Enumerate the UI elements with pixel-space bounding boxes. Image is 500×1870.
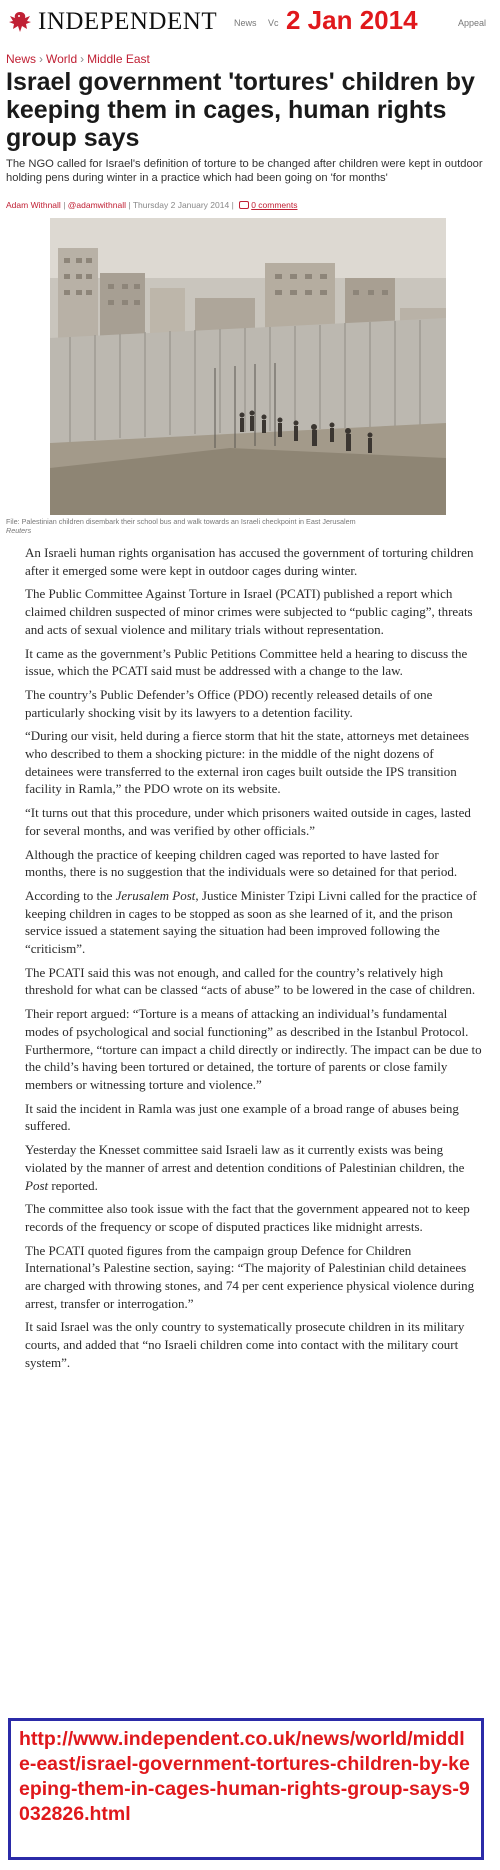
source-url[interactable]: http://www.independent.co.uk/news/world/middle-east/israel-government-tortures-children-by-keeping-them-in-cages-human-rights-group-says-9032826.html — [19, 1728, 470, 1825]
body-paragraph: The PCATI quoted figures from the campaign group Defence for Children International’s Palestine section, saying: “The majority of Palestinian child detainees are charged with throwing stones, and 74 per cent experience physical violence during arrest, transfer or interrogation.” — [25, 1242, 475, 1311]
nav-news-link[interactable]: News — [234, 18, 257, 28]
logo-text: INDEPENDENT — [38, 8, 218, 35]
photo-caption — [6, 517, 496, 535]
site-logo[interactable] — [6, 8, 217, 36]
byline-divider: | — [63, 200, 68, 210]
byline-divider: | — [128, 200, 133, 210]
post-name: Post — [25, 1177, 49, 1193]
body-paragraph: An Israeli human rights organisation has accused the government of torturing children after it emerged some were kept in outdoor cages during winter. — [25, 545, 474, 578]
jpost-after: , Justice Minister Tzipi Livni called for the practice of keeping children in cages to be stopped as soon as she learned of it, and the prison service issued a statement saying the situation had been improved following the “criticism”. — [25, 887, 477, 957]
nav-appeal-link[interactable]: Appeal — [458, 18, 487, 28]
jerusalem-post-name: Jerusalem Post — [115, 887, 196, 903]
body-paragraph: “It turns out that this procedure, under which prisoners waited outside in cages, lasted for several months, and was verified by other officials.” — [25, 805, 471, 838]
post-after: reported. — [48, 1177, 98, 1193]
comment-bubble-icon — [239, 201, 249, 209]
body-paragraph — [25, 1141, 483, 1194]
byline — [6, 200, 297, 210]
breadcrumb-separator: › — [80, 52, 85, 66]
author-link[interactable]: Adam Withnall — [6, 200, 61, 210]
body-paragraph: It came as the government’s Public Petitions Committee held a hearing to discuss the issue, which the PCATI said must be addressed with a change to the law. — [25, 645, 468, 679]
body-paragraph: “During our visit, held during a fierce storm that hit the state, attorneys met detainees who described to them a shocking picture: in the middle of the night dozens of detainees were transferred to the external iron cages built outside the IPS transition facility in Ramla,” the PDO wrote on its website. — [25, 728, 470, 797]
date-stamp: 2 Jan 2014 — [286, 5, 418, 35]
photo-credit: Reuters — [6, 526, 32, 535]
article-body — [25, 544, 483, 1378]
body-paragraph: The country’s Public Defender’s Office (PDO) recently released details of one particularly shocking visit by its lawyers to a detention facility. — [25, 686, 433, 720]
body-paragraph: The Public Committee Against Torture in Israel (PCATI) published a report which claimed children suspected of minor crimes were subjected to “public caging”, threats and acts of sexual violence and military trials without representation. — [25, 586, 473, 637]
article-photo — [50, 218, 446, 515]
headline: Israel government 'tortures' children by keeping them in cages, human rights group says — [6, 68, 475, 152]
eagle-logo-icon — [6, 8, 34, 36]
body-paragraph: The committee also took issue with the fact that the government appeared not to keep records of the frequency or scope of disputed practices like midnight arrests. — [25, 1201, 470, 1234]
masthead — [6, 6, 496, 42]
publish-date: Thursday 2 January 2014 — [132, 200, 230, 210]
body-paragraph: It said Israel was the only country to systematically prosecute children in its military courts, and added that “no Israeli children come into contact with the military court system”. — [25, 1319, 465, 1370]
source-url-box — [8, 1718, 484, 1860]
breadcrumb-news[interactable]: News — [6, 52, 37, 66]
breadcrumb-world[interactable]: World — [46, 52, 78, 66]
byline-divider: | — [231, 200, 234, 210]
body-paragraph: It said the incident in Ramla was just one example of a broad range of abuses being suffered. — [25, 1100, 459, 1134]
breadcrumb-separator: › — [39, 52, 44, 66]
body-paragraph: Their report argued: “Torture is a means of attacking an individual’s fundamental modes of psychological and social functioning” as described in the Istanbul Protocol. Furthermore, “torture can impact a child directly or indirectly. The impact can be due to the child’s having been tortured or detained, the torture of parents or close family members or witnessing torture and violence.” — [25, 1006, 482, 1092]
breadcrumb-middle-east[interactable]: Middle East — [87, 52, 150, 66]
nav-vc-link[interactable]: Vc — [268, 18, 279, 28]
standfirst: The NGO called for Israel's definition of torture to be changed after children were kept in outdoor holding pens during winter in a practice which had been going on 'for months' — [6, 158, 483, 184]
body-paragraph — [25, 887, 483, 958]
post-before: Yesterday the Knesset committee said Israeli law as it currently exists was being violated by the manner of arrest and detention conditions of Palestinian children, the — [25, 1142, 465, 1175]
twitter-handle-link[interactable]: @adamwithnall — [67, 200, 127, 210]
photo-scene — [50, 218, 446, 515]
body-paragraph: Although the practice of keeping children caged was reported to have lasted for months, there is no suggestion that the individuals were so detained for that period. — [25, 846, 458, 880]
comments-link[interactable]: 0 comments — [251, 200, 298, 210]
body-paragraph: The PCATI said this was not enough, and called for the country’s relatively high threshold for what can be classed “acts of abuse” to be lowered in the case of children. — [25, 964, 476, 998]
caption-text: File: Palestinian children disembark their school bus and walk towards an Israeli checkpoint in East Jerusalem — [6, 517, 356, 526]
breadcrumb — [6, 52, 150, 66]
jpost-before: According to the — [25, 887, 116, 903]
